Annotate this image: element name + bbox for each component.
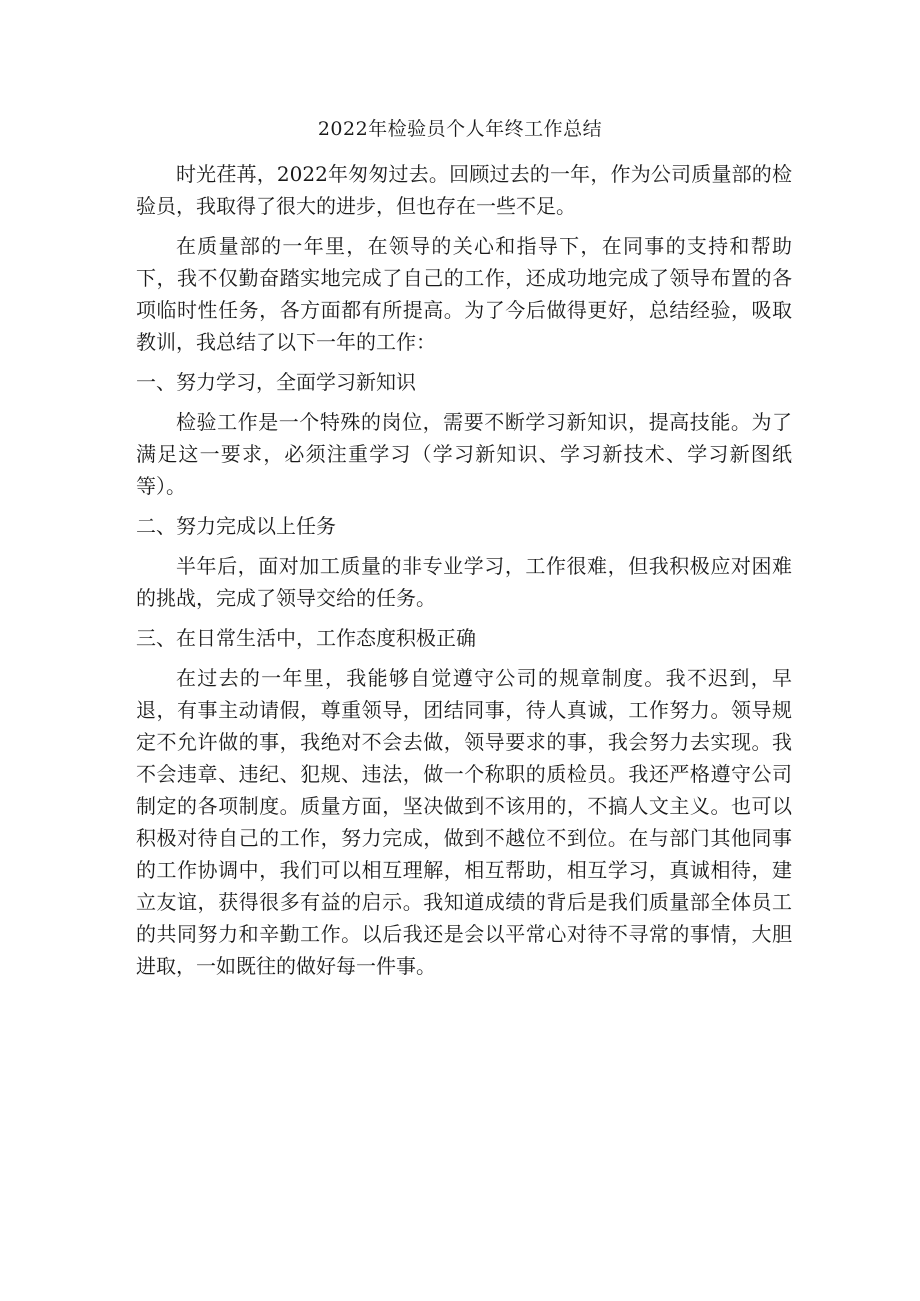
document-title: 2022年检验员个人年终工作总结	[317, 118, 603, 140]
section-heading-3: 三、在日常生活中，工作态度积极正确	[136, 626, 476, 650]
section-heading-2: 二、努力完成以上任务	[136, 514, 336, 538]
paragraph-section-3: 在过去的一年里，我能够自觉遵守公司的规章制度。我不迟到，早退，有事主动请假，尊重领导，团结同事，待人真诚，工作努力。领导规定不允许做的事，我绝对不会去做，领导要求的事，我会努力去实现。我不会违章、违纪、犯规、违法，做一个称职的质检员。我还严格遵守公司制定的各项制度。质量方面，坚决做到不该用的，不搞人文主义。也可以积极对待自己的工作，努力完成，做到不越位不到位。在与部门其他同事的工作协调中，我们可以相互理解，相互帮助，相互学习，真诚相待，建立友谊，获得很多有益的启示。我知道成绩的背后是我们质量部全体员工的共同努力和辛勤工作。以后我还是会以平常心对待不寻常的事情，大胆进取，一如既往的做好每一件事。	[136, 666, 792, 978]
document-body	[136, 158, 792, 990]
paragraph-overview: 在质量部的一年里，在领导的关心和指导下，在同事的支持和帮助下，我不仅勤奋踏实地完成了自己的工作，还成功地完成了领导布置的各项临时性任务，各方面都有所提高。为了今后做得更好，总结经验，吸取教训，我总结了以下一年的工作：	[136, 234, 792, 354]
paragraph-section-2: 半年后，面对加工质量的非专业学习，工作很难，但我积极应对困难的挑战，完成了领导交给的任务。	[136, 554, 792, 610]
paragraph-section-1: 检验工作是一个特殊的岗位，需要不断学习新知识，提高技能。为了满足这一要求，必须注重学习（学习新知识、学习新技术、学习新图纸等）。	[136, 410, 792, 498]
section-heading-1: 一、努力学习，全面学习新知识	[136, 370, 416, 394]
paragraph-intro: 时光荏苒，2022年匆匆过去。回顾过去的一年，作为公司质量部的检验员，我取得了很大的进步，但也存在一些不足。	[136, 162, 792, 218]
